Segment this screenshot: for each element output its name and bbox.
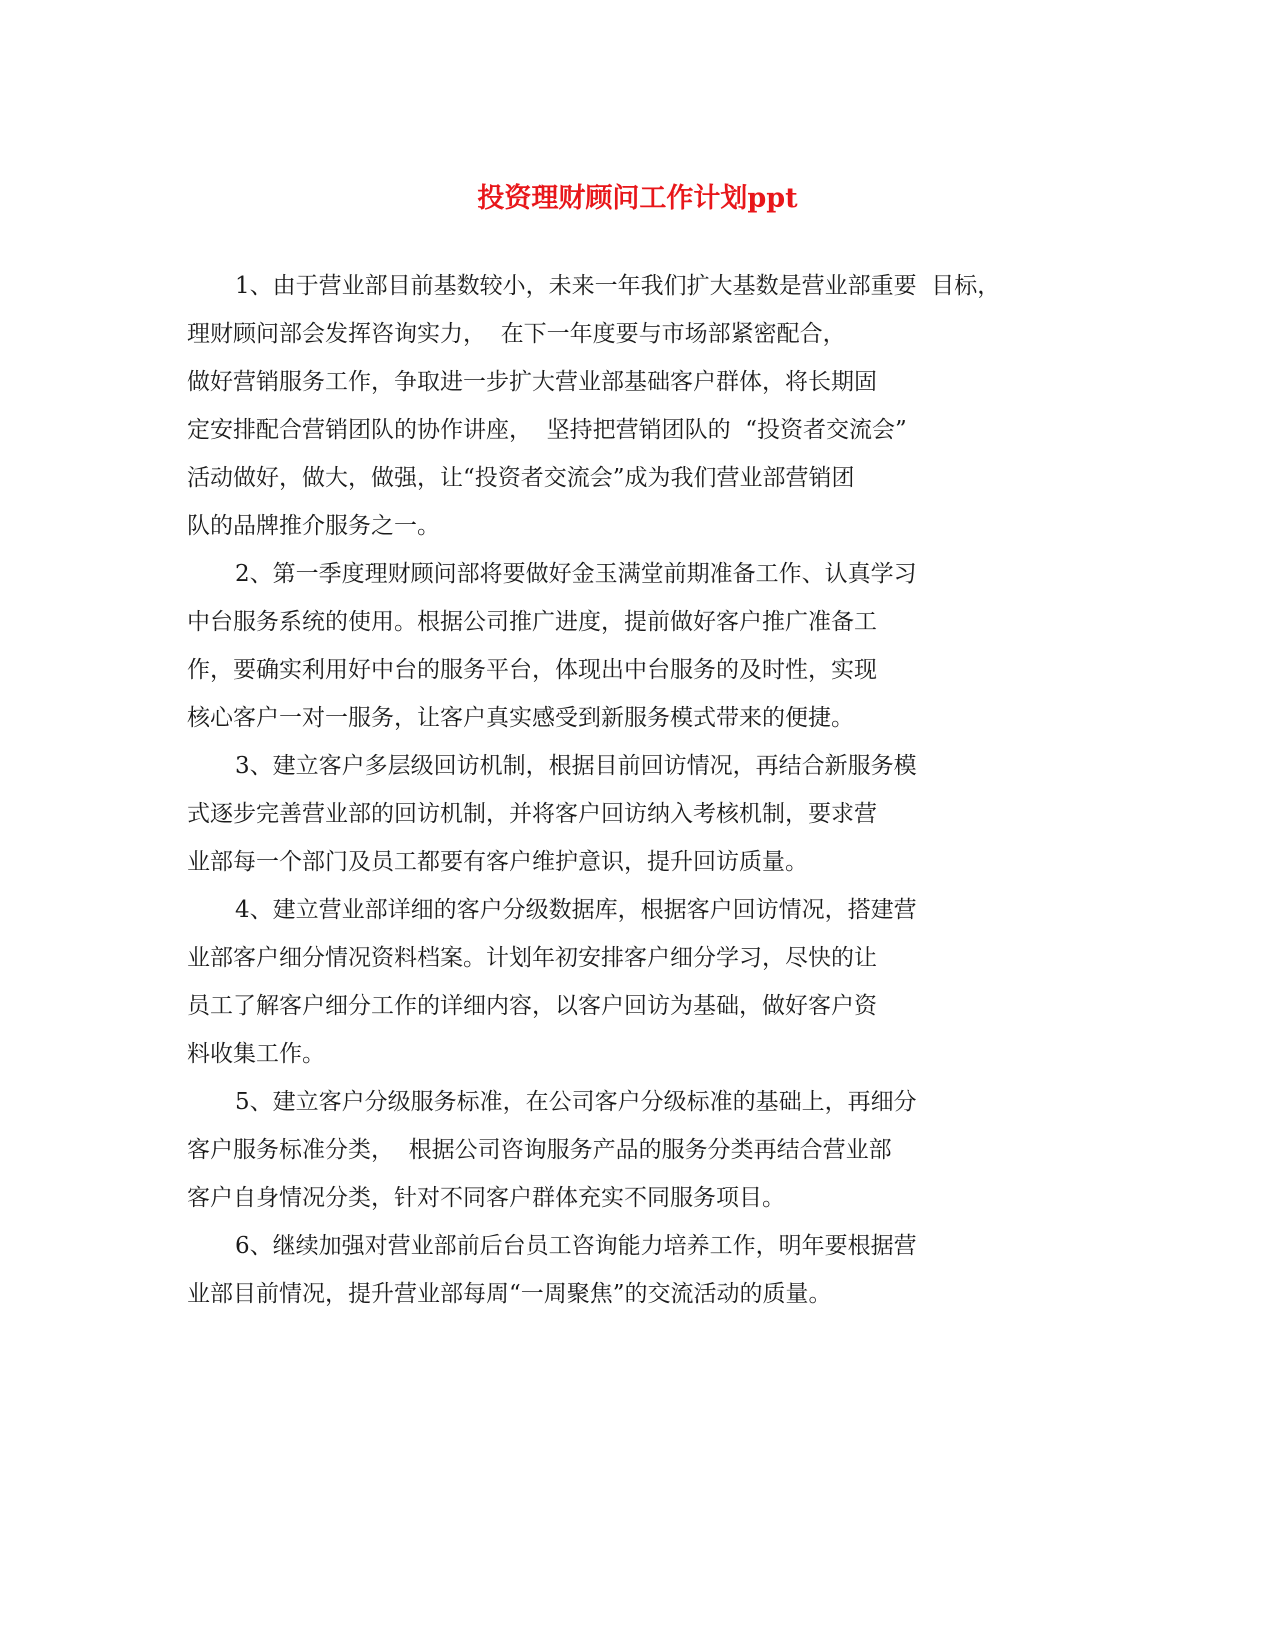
paragraph-6-line-1: 6、继续加强对营业部前后台员工咨询能力培养工作，明年要根据营	[235, 1233, 917, 1259]
paragraph-4-line-3: 员工了解客户细分工作的详细内容，以客户回访为基础，做好客户资	[187, 993, 877, 1019]
paragraph-5-line-1: 5、建立客户分级服务标准，在公司客户分级标准的基础上，再细分	[235, 1089, 917, 1115]
paragraph-1-line-4: 定安排配合营销团队的协作讲座， 坚持把营销团队的 “投资者交流会”	[187, 417, 907, 443]
paragraph-4-line-2: 业部客户细分情况资料档案。计划年初安排客户细分学习，尽快的让	[187, 945, 877, 971]
paragraph-5-line-2: 客户服务标准分类， 根据公司咨询服务产品的服务分类再结合营业部	[187, 1137, 892, 1163]
paragraph-4-line-1: 4、建立营业部详细的客户分级数据库，根据客户回访情况，搭建营	[235, 897, 917, 923]
paragraph-2-line-3: 作，要确实利用好中台的服务平台，体现出中台服务的及时性，实现	[187, 657, 877, 683]
paragraph-1-line-2: 理财顾问部会发挥咨询实力， 在下一年度要与市场部紧密配合，	[187, 321, 846, 347]
paragraph-5-line-3: 客户自身情况分类，针对不同客户群体充实不同服务项目。	[187, 1185, 785, 1211]
paragraph-1-line-3: 做好营销服务工作，争取进一步扩大营业部基础客户群体，将长期固	[187, 369, 877, 395]
paragraph-2-line-2: 中台服务系统的使用。根据公司推广进度，提前做好客户推广准备工	[187, 609, 877, 635]
paragraph-4-line-4: 料收集工作。	[187, 1041, 325, 1067]
paragraph-6-line-2: 业部目前情况，提升营业部每周“一周聚焦”的交流活动的质量。	[187, 1281, 832, 1307]
paragraph-3-line-3: 业部每一个部门及员工都要有客户维护意识，提升回访质量。	[187, 849, 808, 875]
paragraph-1-line-5: 活动做好，做大，做强，让“投资者交流会”成为我们营业部营销团	[187, 465, 855, 491]
paragraph-3-line-2: 式逐步完善营业部的回访机制，并将客户回访纳入考核机制，要求营	[187, 801, 877, 827]
paragraph-2-line-4: 核心客户一对一服务，让客户真实感受到新服务模式带来的便捷。	[187, 705, 854, 731]
paragraph-2-line-1: 2、第一季度理财顾问部将要做好金玉满堂前期准备工作、认真学习	[235, 561, 917, 587]
paragraph-1-line-1: 1、由于营业部目前基数较小，未来一年我们扩大基数是营业部重要 目标，	[235, 273, 1001, 299]
paragraph-1-line-6: 队的品牌推介服务之一。	[187, 513, 440, 539]
document-title: 投资理财顾问工作计划ppt	[477, 183, 798, 214]
document-body	[187, 262, 1047, 1318]
paragraph-3-line-1: 3、建立客户多层级回访机制，根据目前回访情况，再结合新服务模	[235, 753, 917, 779]
